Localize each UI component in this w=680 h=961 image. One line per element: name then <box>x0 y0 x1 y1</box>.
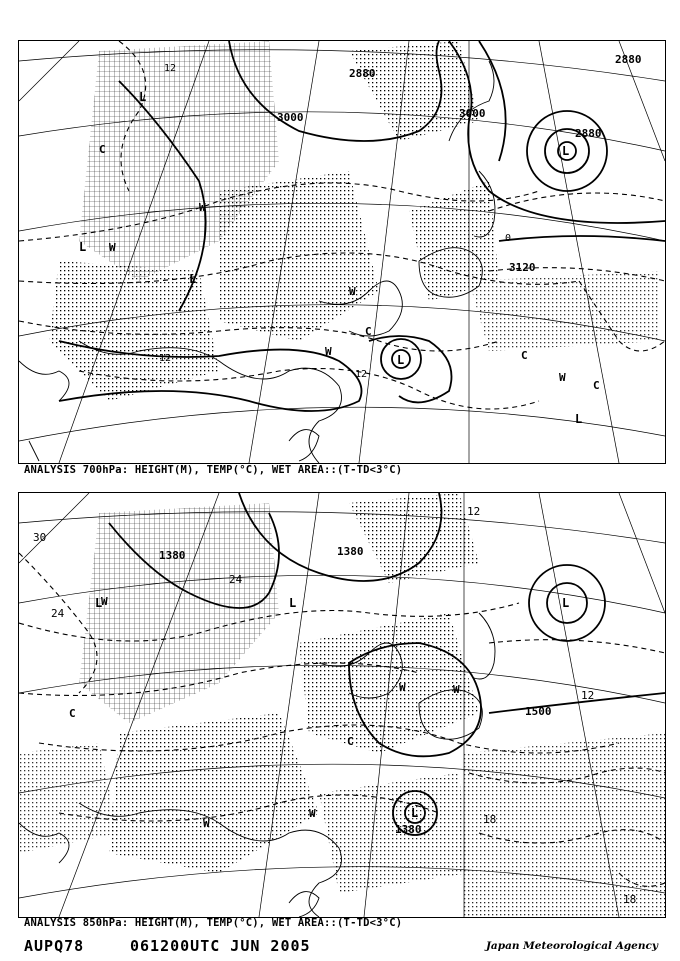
low-center-label: L <box>95 596 103 610</box>
temp-label: 30 <box>33 531 47 544</box>
height-label: 2880 <box>575 127 602 140</box>
height-label: 1500 <box>525 705 552 718</box>
cold-center-label: C <box>365 325 372 338</box>
low-center-label: L <box>189 272 197 286</box>
low-center-label: L <box>575 412 583 426</box>
cold-center-label: C <box>99 143 106 156</box>
warm-center-label: W <box>559 371 566 384</box>
cold-center-label: C <box>69 707 76 720</box>
height-label: 1380 <box>337 545 364 558</box>
low-center-label: L <box>397 353 405 367</box>
height-label: 3000 <box>459 107 486 120</box>
temp-label: 18 <box>623 893 637 906</box>
low-center-label: L <box>289 596 297 610</box>
warm-center-label: W <box>199 201 206 214</box>
chart-identifier: AUPQ78 <box>24 937 85 955</box>
warm-center-label: W <box>203 817 210 830</box>
low-center-label: L <box>562 144 570 158</box>
warm-center-label: W <box>101 595 108 608</box>
agency-credit: Japan Meteorological Agency <box>485 940 658 952</box>
temp-label: 0 <box>505 233 512 244</box>
map-850hpa <box>19 493 665 917</box>
chart-caption-700hpa: ANALYSIS 700hPa: HEIGHT(M), TEMP(°C), WET AREA::(T-TD<3°C) <box>24 464 403 476</box>
temp-label: 12 <box>467 505 481 518</box>
warm-center-label: W <box>325 345 332 358</box>
chart-caption-850hpa: ANALYSIS 850hPa: HEIGHT(M), TEMP(°C), WET AREA::(T-TD<3°C) <box>24 917 403 929</box>
temp-label: 24 <box>51 607 65 620</box>
height-label: 3120 <box>509 261 536 274</box>
height-label: 2880 <box>615 53 642 66</box>
warm-center-label: W <box>453 683 460 696</box>
height-label: 1380 <box>395 823 422 836</box>
chart-700hpa <box>18 40 666 464</box>
low-center-label: L <box>411 806 419 820</box>
cold-center-label: C <box>521 349 528 362</box>
low-center-label: L <box>79 240 87 254</box>
height-label: 3000 <box>277 111 304 124</box>
low-center-label: L <box>562 596 570 610</box>
temp-label: 12 <box>581 689 595 702</box>
temp-label: 18 <box>483 813 497 826</box>
chart-850hpa <box>18 492 666 918</box>
temp-label: 12 <box>355 369 368 380</box>
warm-center-label: W <box>309 807 316 820</box>
temp-label: 24 <box>229 573 243 586</box>
valid-time: 061200UTC JUN 2005 <box>130 937 311 955</box>
temp-label: 12 <box>164 63 177 74</box>
height-label: 2880 <box>349 67 376 80</box>
warm-center-label: W <box>109 241 116 254</box>
cold-center-label: C <box>593 379 600 392</box>
map-700hpa <box>19 41 665 463</box>
cold-center-label: C <box>347 735 354 748</box>
warm-center-label: W <box>399 681 406 694</box>
warm-center-label: W <box>349 285 356 298</box>
temp-label: 12 <box>159 353 172 364</box>
low-center-label: L <box>139 90 147 104</box>
height-label: 1380 <box>159 549 186 562</box>
